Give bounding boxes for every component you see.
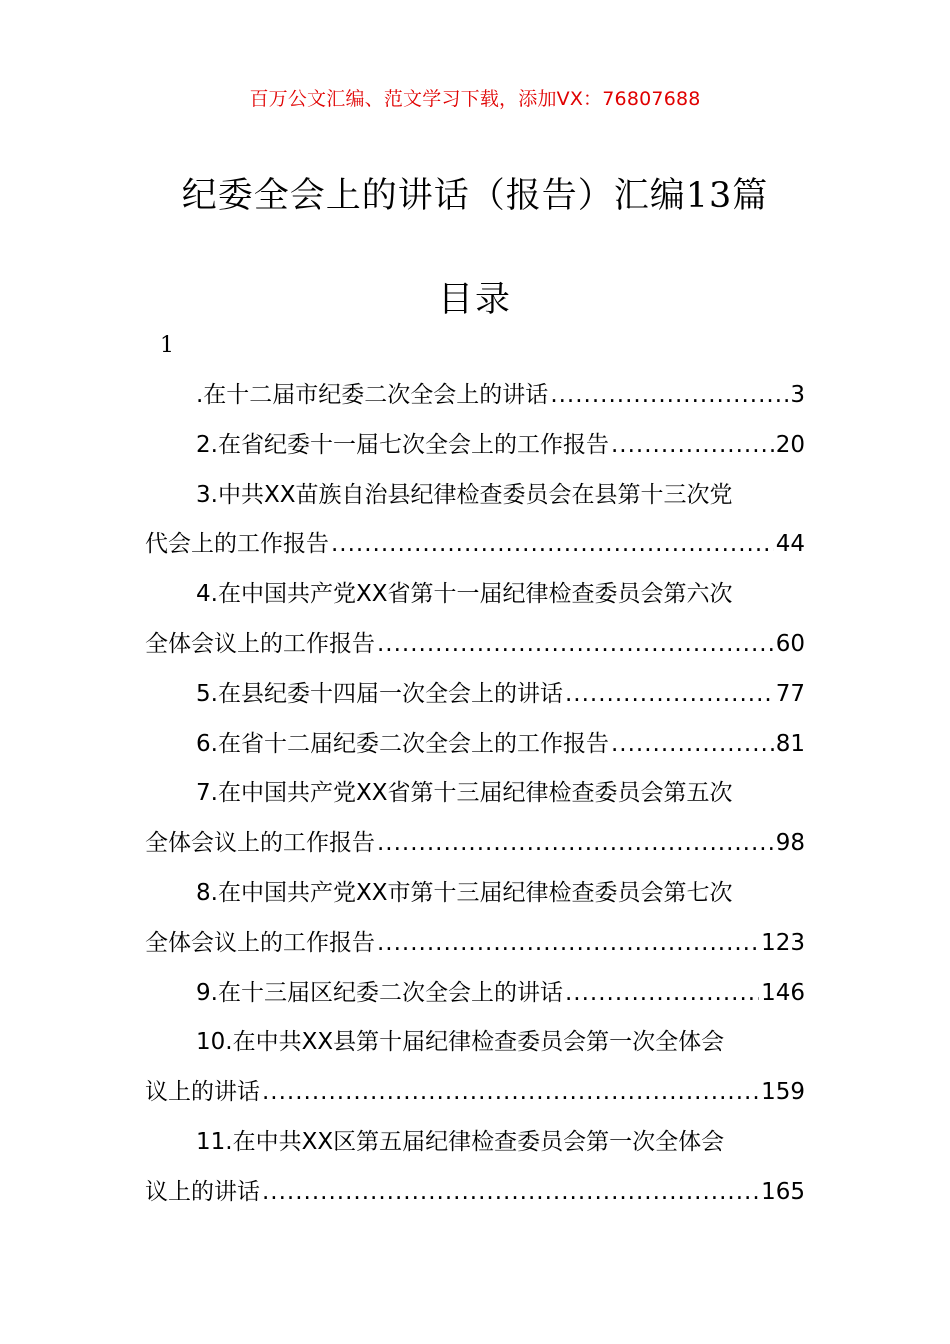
- toc-entry-title-line1: 8.在中国共产党XX市第十三届纪律检查委员会第七次: [196, 879, 733, 906]
- toc-entry-title-line2: 全体会议上的工作报告: [145, 929, 375, 956]
- toc-page-number: 20: [775, 431, 805, 458]
- toc-page-number: 165: [761, 1178, 805, 1205]
- toc-entry[interactable]: [145, 720, 805, 770]
- toc-entry[interactable]: [145, 670, 805, 720]
- toc-entry[interactable]: [145, 769, 805, 869]
- toc-entry-title-line1: 3.中共XX苗族自治县纪律检查委员会在县第十三次党: [196, 481, 733, 508]
- toc-entry[interactable]: [145, 421, 805, 471]
- toc-entry-title-line2: 全体会议上的工作报告: [145, 830, 375, 857]
- watermark-banner: 百万公文汇编、范文学习下载，添加VX：76807688: [249, 88, 701, 110]
- dot-leader: [565, 670, 774, 720]
- dot-leader: [262, 1168, 759, 1218]
- dot-leader: [565, 969, 759, 1019]
- toc-entry[interactable]: [145, 1018, 805, 1118]
- dot-leader: [331, 520, 774, 570]
- toc-page-number: 60: [775, 630, 805, 657]
- toc-page-number: 77: [775, 680, 805, 707]
- dot-leader: [611, 720, 774, 770]
- dot-leader: [550, 371, 788, 421]
- toc-entry-title-line1: 10.在中共XX县第十届纪律检查委员会第一次全体会: [196, 1029, 725, 1056]
- toc-entry[interactable]: [145, 471, 805, 571]
- toc-entry-title-line2: 全体会议上的工作报告: [145, 630, 375, 657]
- toc-entry-title: 9.在十三届区纪委二次全会上的讲话: [196, 979, 563, 1006]
- toc-entry-title-line2: 代会上的工作报告: [145, 531, 329, 558]
- dot-leader: [377, 620, 774, 670]
- toc-entry[interactable]: [145, 969, 805, 1019]
- table-of-contents: [145, 371, 805, 1218]
- toc-entry-title: .在十二届市纪委二次全会上的讲话: [196, 382, 549, 408]
- dot-leader: [377, 919, 759, 969]
- toc-page-number: 146: [761, 979, 805, 1006]
- toc-entry-title-line1: 11.在中共XX区第五届纪律检查委员会第一次全体会: [196, 1128, 725, 1155]
- toc-entry[interactable]: [145, 570, 805, 670]
- toc-entry[interactable]: [145, 869, 805, 969]
- dot-leader: [377, 819, 774, 869]
- toc-page-number: 123: [761, 929, 805, 956]
- toc-entry-title: 6.在省十二届纪委二次全会上的工作报告: [196, 730, 609, 757]
- toc-page-number: 81: [775, 730, 805, 757]
- toc-page-number: 98: [775, 830, 805, 857]
- document-title: [0, 168, 950, 218]
- toc-entry-title-line1: 4.在中国共产党XX省第十一届纪律检查委员会第六次: [196, 581, 733, 608]
- stray-number: 1: [160, 333, 174, 358]
- toc-page-number: 44: [775, 531, 805, 558]
- toc-page-number: 159: [761, 1079, 805, 1106]
- toc-entry[interactable]: [145, 371, 805, 421]
- title-suffix: 篇: [732, 176, 769, 216]
- dot-leader: [611, 421, 774, 471]
- toc-entry-title-line1: 7.在中国共产党XX省第十三届纪律检查委员会第五次: [196, 780, 733, 807]
- title-count: 13: [685, 176, 733, 216]
- toc-entry-title-line2: 议上的讲话: [145, 1079, 260, 1106]
- toc-entry-title: 2.在省纪委十一届七次全会上的工作报告: [196, 431, 609, 458]
- toc-entry-title-line2: 议上的讲话: [145, 1178, 260, 1205]
- toc-page-number: 3: [790, 382, 805, 408]
- toc-entry-title: 5.在县纪委十四届一次全会上的讲话: [196, 680, 563, 707]
- dot-leader: [262, 1068, 759, 1118]
- toc-heading: 目录: [437, 280, 512, 320]
- title-main: 纪委全会上的讲话（报告）汇编: [181, 176, 686, 216]
- toc-entry[interactable]: [145, 1118, 805, 1218]
